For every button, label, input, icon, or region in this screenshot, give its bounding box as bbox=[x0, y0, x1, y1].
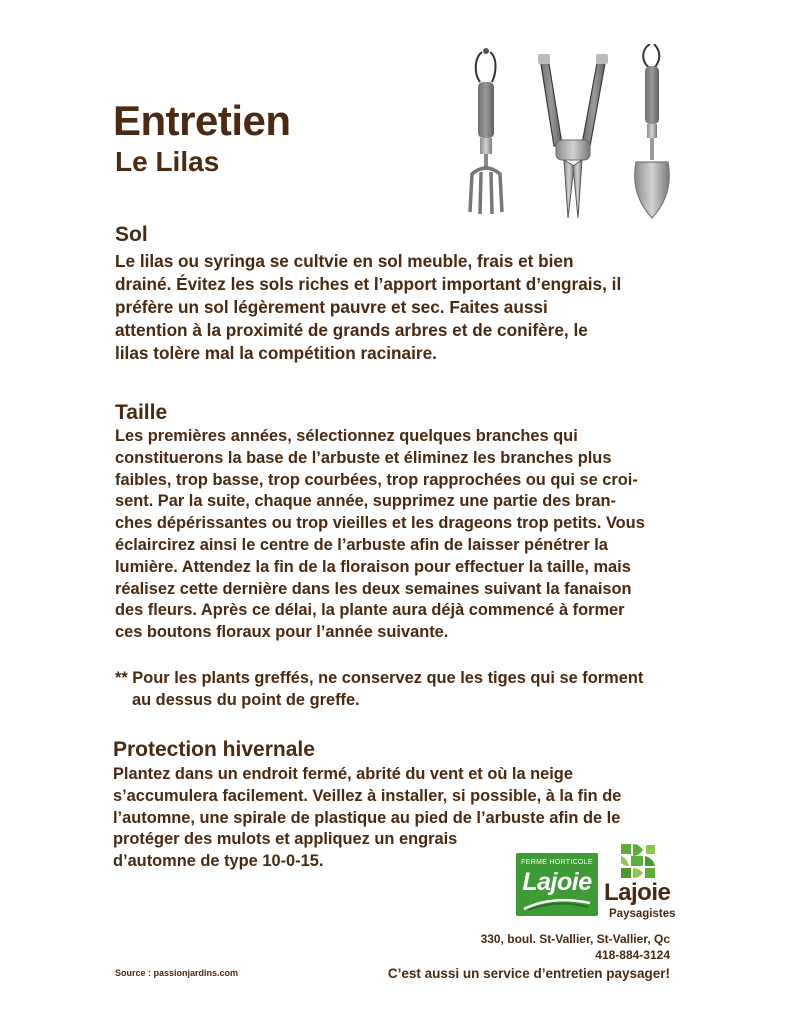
text-line: Le lilas ou syringa se cultvie en sol meuble, frais et bien bbox=[115, 251, 574, 271]
text-line: attention à la proximité de grands arbres et de conifère, le bbox=[115, 320, 588, 340]
logo-name: Lajoie bbox=[522, 868, 592, 896]
text-line: ches dépérissantes ou trop vieilles et les drageons trop petits. Vous bbox=[115, 514, 645, 533]
logo-small-text: FERME HORTICOLE bbox=[521, 859, 593, 866]
source-credit: Source : passionjardins.com bbox=[115, 968, 239, 978]
hand-fork-icon bbox=[470, 48, 502, 214]
page-title: Entretien bbox=[113, 97, 291, 144]
paysagistes-logo-name: Lajoie bbox=[604, 879, 671, 906]
ferme-horticole-logo bbox=[516, 853, 598, 916]
text-line: ces boutons floraux pour l’année suivante. bbox=[115, 623, 449, 642]
section-body-sol bbox=[115, 250, 621, 365]
section-body-taille bbox=[115, 426, 645, 644]
pruning-shears-icon bbox=[538, 54, 608, 218]
text-line: s’accumulera facilement. Veillez à installer, si possible, à la fin de bbox=[113, 786, 622, 805]
text-line: Plantez dans un endroit fermé, abrité du vent et où la neige bbox=[113, 765, 573, 783]
text-line: préfère un sol légèrement pauvre et sec. Faites aussi bbox=[115, 297, 548, 317]
text-line: protéger des mulots et appliquez un engrais bbox=[113, 830, 458, 849]
swoosh-icon bbox=[522, 897, 592, 911]
text-line: faibles, trop basse, trop courbées, trop rapprochées ou qui se croi- bbox=[115, 470, 638, 489]
section-heading-protection: Protection hivernale bbox=[113, 738, 315, 761]
paysagistes-logo-sub: Paysagistes bbox=[609, 908, 676, 920]
text-line: réalisez cette dernière dans les deux semaines suivant la fanaison bbox=[115, 579, 632, 598]
leaf-mosaic-icon bbox=[619, 842, 659, 880]
text-line: ** Pour les plants greffés, ne conservez que les tiges qui se forment bbox=[115, 669, 644, 687]
grafting-note bbox=[115, 668, 643, 712]
tagline: C’est aussi un service d’entretien paysager! bbox=[387, 966, 670, 981]
text-line: l’automne, une spirale de plastique au pied de l’arbuste afin de le bbox=[113, 808, 621, 827]
text-line: drainé. Évitez les sols riches et l’apport important d’engrais, il bbox=[115, 274, 622, 294]
page-subtitle: Le Lilas bbox=[115, 146, 220, 177]
section-heading-taille: Taille bbox=[115, 401, 168, 424]
address: 330, boul. St-Vallier, St-Vallier, Qc bbox=[480, 932, 670, 946]
phone-number: 418-884-3124 bbox=[595, 948, 670, 962]
garden-tools-illustration bbox=[460, 44, 680, 222]
text-line: des fleurs. Après ce délai, la plante aura déjà commencé à former bbox=[115, 601, 625, 620]
text-line: constituerons la base de l’arbuste et éliminez les branches plus bbox=[115, 448, 612, 467]
text-line: sent. Par la suite, chaque année, supprimez une partie des bran- bbox=[115, 492, 616, 511]
trowel-icon bbox=[635, 44, 670, 218]
text-line: éclaircirez ainsi le centre de l’arbuste afin de laisser pénétrer la bbox=[115, 535, 608, 554]
text-line: lumière. Attendez la fin de la floraison pour effectuer la taille, mais bbox=[115, 557, 631, 576]
text-line: lilas tolère mal la compétition racinaire. bbox=[115, 343, 437, 363]
section-heading-sol: Sol bbox=[115, 223, 148, 246]
text-line: Les premières années, sélectionnez quelques branches qui bbox=[115, 427, 578, 445]
text-line: d’automne de type 10-0-15. bbox=[113, 852, 324, 871]
text-line: au dessus du point de greffe. bbox=[132, 690, 360, 709]
